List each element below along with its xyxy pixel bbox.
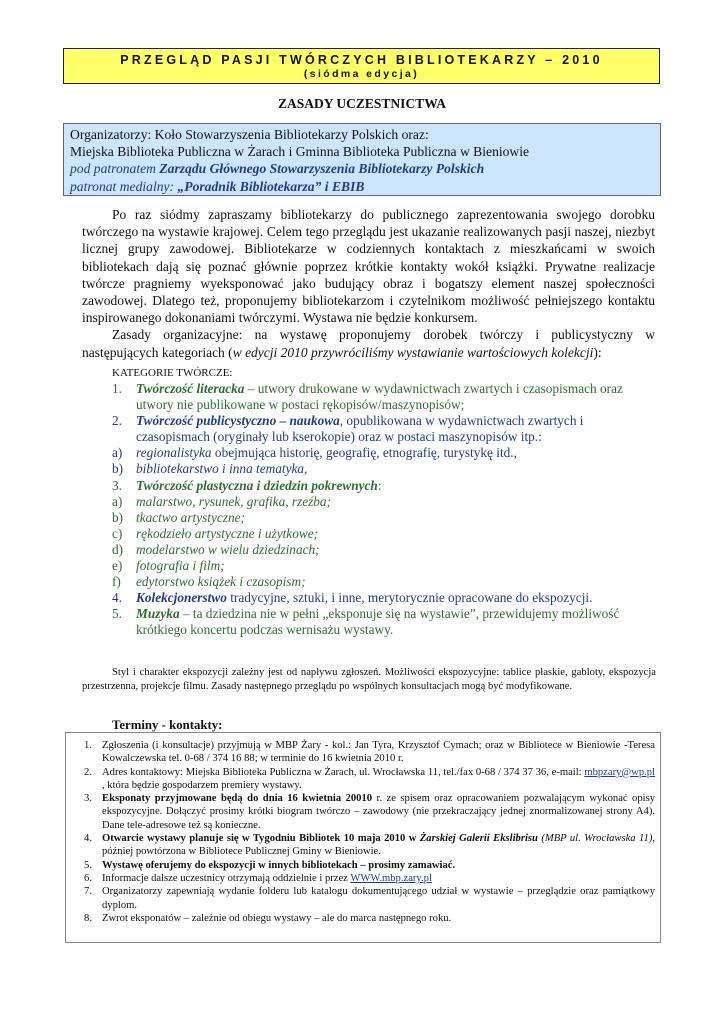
category-name: Twórczość literacka: [136, 381, 245, 396]
item-number: 5.: [84, 859, 92, 871]
list-marker: a): [112, 493, 123, 509]
organizers-line: Organizatorzy: Koło Stowarzyszenia Bibliotekarzy Polskich oraz:: [70, 127, 429, 142]
item-number: 1.: [84, 740, 92, 751]
terms-item: [66, 739, 655, 766]
subcategory-name: bibliotekarstwo i inna tematyka,: [136, 461, 308, 477]
item-text: Organizatorzy zapewniają wydanie folderu lub katalogu dokumentującego udział w wystawie – przeglądzie oraz pamiątkowy dyplom.: [102, 886, 655, 911]
style-note-text: Styl i charakter ekspozycji zależny jest od napływu zgłoszeń. Możliwości ekspozycyjne: tablice płaskie, gabloty, ekspozycja przestrzenna, projekcje filmu. Zasady następnego przeglądu po wspólnych konsultacjach mogą być modyfikowane.: [82, 667, 656, 692]
item-number: 4.: [84, 833, 92, 845]
subcategory-name: malarstwo, rysunek, grafika, rzeźba;: [136, 493, 332, 509]
subcategory-editing: [112, 574, 657, 590]
terms-item: [66, 885, 655, 912]
item-text: Zgłoszenia (i konsultacje) przyjmują w MBP Żary - kol.: Jan Tyra, Krzysztof Cymach; oraz w Bibliotece w Bieniowie -Teresa Kowalczewska tel. 0-68 / 374 16 88; w terminie do 16 kwietnia 2010 r.: [102, 740, 655, 765]
patronage-prefix: pod patronatem: [70, 161, 160, 177]
category-name: Twórczość publicystyczno – naukowa: [136, 413, 340, 429]
intro-text: [82, 206, 655, 361]
category-collecting: [112, 590, 657, 606]
rules-paragraph: [82, 326, 655, 360]
item-number: 7.: [84, 886, 92, 898]
organizers-box: [63, 123, 661, 196]
subcategory-name: modelarstwo w wielu dziedzinach;: [136, 541, 320, 557]
list-marker: b): [112, 461, 124, 477]
list-marker: 1.: [112, 381, 122, 396]
item-bold-text: Eksponaty przyjmowane będą do dnia 16 kwietnia 20010: [102, 793, 373, 805]
rules-text-end: ):: [593, 344, 602, 360]
list-marker: 3.: [112, 477, 122, 493]
category-desc: – ta dziedzina nie w pełni „eksponuje się na wystawie”, przewidujemy możliwość krótkiego koncertu podczas wernisażu wystawy.: [136, 606, 620, 638]
rules-text-italic: w edycji 2010 przywróciliśmy wystawianie wartościowych kolekcji: [232, 344, 594, 360]
patronage-line: [70, 160, 654, 177]
subcategory-handicraft: [112, 526, 657, 542]
subcategory-name: fotografia i film;: [136, 558, 225, 574]
libraries-line: Miejska Biblioteka Publiczna w Żarach i Gminna Biblioteka Publiczna w Bieniowie: [70, 144, 530, 160]
list-marker: c): [112, 525, 123, 541]
item-number: 2.: [84, 766, 92, 778]
item-number: 3.: [84, 793, 92, 805]
gallery-name: Żarskiej Galerii Ekslibrisu: [419, 833, 538, 845]
subcategory-photo-film: [112, 558, 657, 574]
intro-paragraph: Po raz siódmy zapraszamy bibliotekarzy do publicznego zaprezentowania swojego dorobku twórczego na wystawie krajowej. Celem tego przeglądu jest ukazanie realizowanych pasji naszej, niezbyt licznej grupy zawodowej. Bibliotekarze w codziennych kontaktach z mieszkańcami w swoich bibliotekach dają się poznać głównie poprzez krótkie kontakty wokół książki. Prywatne realizacje twórcze pragniemy wyeksponować jako budujący obraz i bogatszy element naszej społeczności zawodowej. Dlatego też, proponujemy bibliotekarzom i czytelnikom możliwość pełniejszego kontaktu inspirowanego dokonaniami twórczymi. Wystawa nie będzie konkursem.: [82, 207, 655, 326]
terms-header: Terminy - kontakty:: [112, 718, 223, 732]
category-visual-arts: [112, 478, 657, 494]
item-text: , która będzie gospodarzem premiery wystawy.: [102, 779, 302, 791]
list-marker: 2.: [112, 413, 122, 429]
subcategory-regional: [112, 445, 657, 461]
category-name: Muzyka: [136, 606, 180, 622]
categories-header: KATEGORIE TWÓRCZE:: [112, 367, 233, 379]
item-text: Adres kontaktowy: Miejska Biblioteka Publiczna w Żarach, ul. Wrocławska 11, tel./fax 0-68 / 374 37 36, e-mail:: [102, 766, 585, 778]
subcategory-name: edytorstwo książek i czasopism;: [136, 574, 306, 590]
category-name: Kolekcjonerstwo: [136, 590, 227, 606]
subcategory-name: rękodzieło artystyczne i użytkowe;: [136, 525, 319, 541]
patronage-name: Zarządu Głównego Stowarzyszenia Bibliotekarzy Polskich: [159, 161, 485, 177]
media-patronage-line: [70, 178, 654, 195]
list-marker: a): [112, 445, 123, 461]
category-journalistic: [112, 413, 657, 445]
section-heading: ZASADY UCZESTNICTWA: [278, 96, 446, 111]
terms-item: [66, 912, 655, 925]
subcategory-librarianship: [112, 461, 657, 477]
category-literary: [112, 381, 657, 413]
list-marker: b): [112, 509, 124, 525]
item-number: 8.: [84, 912, 92, 924]
category-name: Twórczość plastyczna i dziedzin pokrewnych: [136, 477, 378, 493]
terms-item: [66, 832, 655, 859]
terms-item: [66, 766, 655, 793]
gallery-address: (MBP ul. Wrocławska 11): [537, 833, 653, 845]
subcategory-name: regionalistyka: [136, 445, 212, 461]
list-marker: f): [112, 574, 121, 590]
category-desc: – utwory drukowane w wydawnictwach zwartych i czasopismach oraz utwory nie publikowane w postaci rękopisów/maszynopisów;: [136, 381, 623, 413]
terms-box: [65, 732, 661, 943]
item-bold-text: Wystawę oferujemy do ekspozycji w innych bibliotekach – prosimy zamawiać.: [102, 859, 456, 871]
subcategory-painting: [112, 494, 657, 510]
list-marker: d): [112, 541, 124, 557]
item-text: Zwrot eksponatów – zależnie od obiegu wystawy – ale do marca następnego roku.: [102, 912, 452, 924]
item-number: 6.: [84, 872, 92, 884]
rules-text-start: Zasady organizacyjne: na wystawę proponujemy dorobek twórczy i publicystyczny w następujących kategoriach (: [82, 327, 655, 360]
subcategory-desc: obejmująca historię, geografię, etnografię, turystykę itd.,: [211, 445, 517, 461]
email-link[interactable]: mbpzary@wp.pl: [584, 766, 655, 778]
list-marker: e): [112, 558, 123, 574]
terms-item: [66, 792, 655, 832]
terms-item: [66, 859, 655, 872]
category-music: [112, 606, 657, 638]
document-title: PRZEGLĄD PASJI TWÓRCZYCH BIBLIOTEKARZY – 2010: [120, 53, 603, 67]
subcategory-weaving: [112, 510, 657, 526]
item-text: Informacje dalsze uczestnicy otrzymają oddzielnie i przez: [102, 872, 351, 884]
media-prefix: patronat medialny:: [70, 178, 178, 194]
category-desc: tradycyjne, sztuki, i inne, merytorycznie opracowane do ekspozycji.: [226, 590, 593, 606]
item-text: r. ze spisem oraz opracowaniem pozwalającym wykonać opisy ekspozycyjne. Dołączyć prosimy krótki biogram twórczo – zawodowy (nie przekraczający jednej znormalizowanej strony A4). Dane tele-adresowe też są konieczne.: [102, 793, 655, 831]
list-marker: 5.: [112, 606, 122, 622]
categories-list: [112, 367, 657, 639]
terms-item: [66, 872, 655, 885]
title-banner: [63, 48, 660, 84]
subcategory-modelling: [112, 542, 657, 558]
website-link[interactable]: WWW.mbp.zary.pl: [350, 872, 432, 884]
exhibition-style-note: [82, 666, 656, 694]
item-text: , później powtórzona w Bibliotece Publicznej Gminy w Bieniowie.: [102, 833, 656, 858]
subcategory-name: tkactwo artystyczne;: [136, 509, 245, 525]
list-marker: 4.: [112, 590, 122, 606]
edition-subtitle: (siódma edycja): [303, 68, 420, 80]
category-desc: , opublikowana w wydawnictwach zwartych i czasopismach (oryginały lub kserokopie) oraz w postaci maszynopisów itp.:: [136, 413, 584, 445]
category-end: :: [377, 477, 382, 493]
item-bold-text: Otwarcie wystawy planuje się w Tygodniu Bibliotek 10 maja 2010 w: [102, 833, 420, 845]
media-name: „Poradnik Bibliotekarza” i EBIB: [177, 178, 365, 194]
